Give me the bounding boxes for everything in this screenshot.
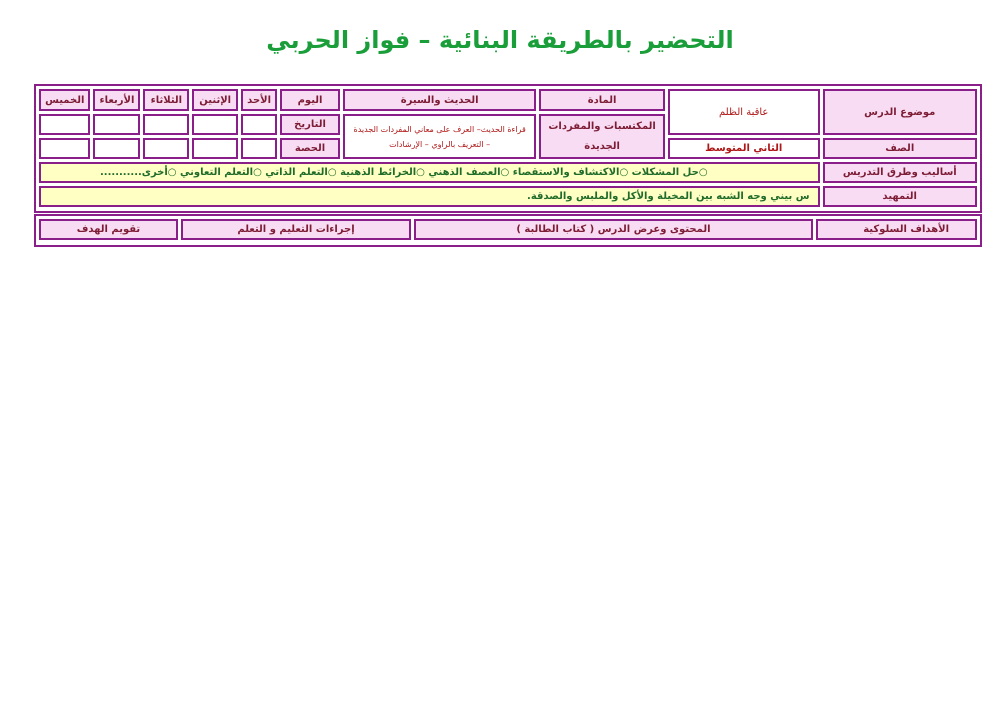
day-thursday: الخميس xyxy=(39,89,90,111)
acquisitions-value[interactable] xyxy=(343,114,536,159)
class-value[interactable]: الثاني المتوسط xyxy=(668,138,820,159)
acquisitions-label-line1: المكتسبات والمفردات xyxy=(548,120,656,132)
content-header: المحتوى وعرض الدرس ( كتاب الطالبة ) xyxy=(414,219,813,240)
objectives-header: الأهداف السلوكية xyxy=(816,219,977,240)
lesson-topic-label: موضوع الدرس xyxy=(823,89,977,135)
date-cell-wednesday[interactable] xyxy=(93,114,140,135)
subject-label: المادة xyxy=(539,89,665,111)
procedures-header: إجراءات التعليم و التعلم xyxy=(181,219,411,240)
day-label: اليوم xyxy=(280,89,340,111)
date-cell-sunday[interactable] xyxy=(241,114,277,135)
methods-label: أساليب وطرق التدريس xyxy=(823,162,977,183)
date-cell-monday[interactable] xyxy=(192,114,238,135)
date-label: التاريخ xyxy=(280,114,340,135)
page-title: التحضير بالطريقة البنائية – فواز الحربي xyxy=(266,26,734,54)
day-sunday: الأحد xyxy=(241,89,277,111)
acquisitions-label-line2: الجديدة xyxy=(584,140,620,152)
intro-label: التمهيد xyxy=(823,186,977,207)
day-tuesday: الثلاثاء xyxy=(143,89,189,111)
acquisitions-value-line2: – التعريف بالراوي – الإرشادات xyxy=(389,139,491,149)
lesson-topic-value[interactable]: عاقبة الظلم xyxy=(668,89,820,135)
period-cell-wednesday[interactable] xyxy=(93,138,140,159)
period-cell-sunday[interactable] xyxy=(241,138,277,159)
period-label: الحصة xyxy=(280,138,340,159)
acquisitions-label xyxy=(539,114,665,159)
period-cell-monday[interactable] xyxy=(192,138,238,159)
date-cell-tuesday[interactable] xyxy=(143,114,189,135)
acquisitions-value-line1: قراءة الحديث– العرف على معاني المفردات الجديدة xyxy=(353,124,526,134)
subject-value[interactable]: الحديث والسيرة xyxy=(343,89,536,111)
date-cell-thursday[interactable] xyxy=(39,114,90,135)
lesson-headers-table xyxy=(36,216,980,243)
intro-value[interactable]: س بيني وجه الشبه بين المخيلة والأكل والملبس والصدقة. xyxy=(39,186,820,207)
period-cell-tuesday[interactable] xyxy=(143,138,189,159)
period-cell-thursday[interactable] xyxy=(39,138,90,159)
day-monday: الإثنين xyxy=(192,89,238,111)
day-wednesday: الأربعاء xyxy=(93,89,140,111)
lesson-info-table xyxy=(36,86,980,210)
evaluation-header: تقويم الهدف xyxy=(39,219,178,240)
methods-value[interactable]: ○حل المشكلات ○الاكتشاف والاستقصاء ○العصف الذهني ○الخرائط الذهنية ○التعلم الذاتي ○التعلم التعاوني ○أخرى........... xyxy=(39,162,820,183)
class-label: الصف xyxy=(823,138,977,159)
